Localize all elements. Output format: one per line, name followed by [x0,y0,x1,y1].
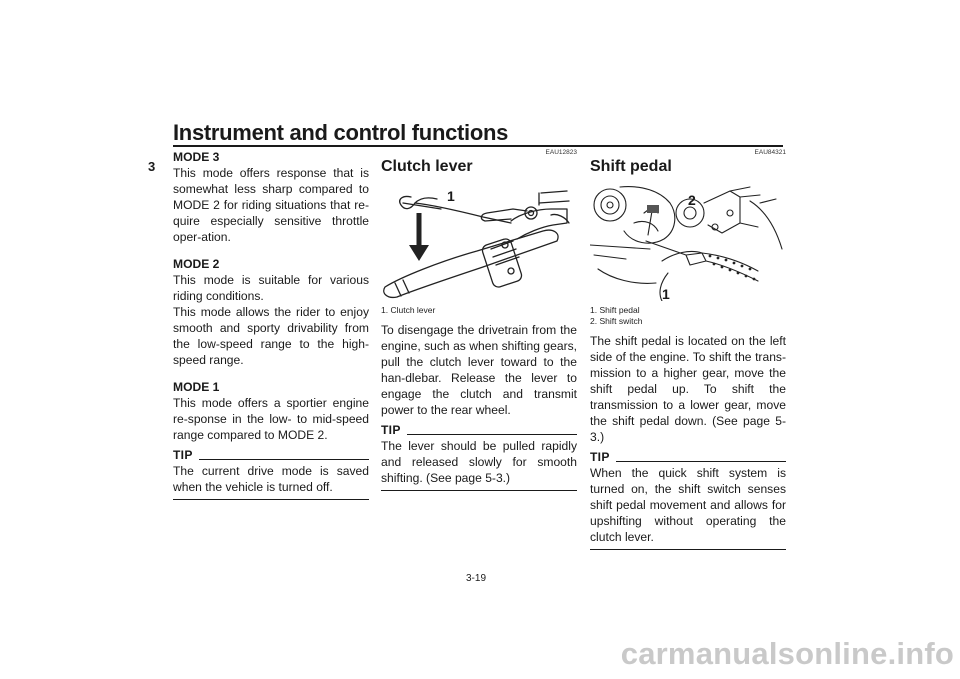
mode1-text: This mode offers a sportier engine re-sponse in the low- to mid-speed range compared to MODE 2. [173,396,369,442]
tip-end-rule [173,499,369,500]
chapter-tab-number: 3 [148,159,156,174]
column-drive-modes [173,149,369,500]
mode2-title: MODE 2 [173,257,220,271]
tip-block-drive-mode [173,447,369,500]
tip-label: TIP [173,448,193,462]
tip-block-shift [590,449,786,550]
section-title-clutch-lever: Clutch lever [381,158,473,175]
tip-text: The current drive mode is saved when the vehicle is turned off. [173,464,369,494]
section-title-shift-pedal: Shift pedal [590,158,672,175]
mode3-text: This mode offers response that is somewhat less sharp compared to MODE 2 for riding situations that re-quire especially sensitive throttle oper-ation. [173,166,369,244]
watermark-text: carmanualsonline.info [620,636,954,671]
column-clutch-lever [381,149,577,491]
header-rule [173,145,783,147]
page-title: Instrument and control functions [173,120,509,145]
figure-callout-1: 1 [662,286,670,301]
tip-label: TIP [381,423,401,437]
figure-callout-1: 1 [447,188,455,204]
mode2-text-1: This mode is suitable for various riding conditions. [173,273,369,303]
tip-rule [616,461,786,462]
shift-pedal-body: The shift pedal is located on the left side of the engine. To shift the trans-mission to a higher gear, move the shift pedal up. To shift the transmission to a lower gear, move the shift pedal down. (See page 5-3.) [590,334,786,444]
caption-shift-switch: 2. Shift switch [590,316,643,326]
column-shift-pedal [590,149,786,550]
tip-rule [407,434,577,435]
tip-end-rule [381,490,577,491]
caption-shift-pedal: 1. Shift pedal [590,305,640,315]
clutch-lever-illustration [381,183,574,301]
mode1-title: MODE 1 [173,380,220,394]
mode2-text-2: This mode allows the rider to enjoy smooth and sporty drivability from the low-speed range to the high-speed range. [173,305,369,367]
caption-clutch-lever: 1. Clutch lever [381,305,436,315]
page-number: 3-19 [466,573,487,584]
tip-text: When the quick shift system is turned on, the shift switch senses shift pedal movement and allows for upshifting without operating the clutch lever. [590,466,786,544]
shift-pedal-illustration [590,183,783,301]
reference-code: EAU84321 [754,149,786,156]
figure-callout-2: 2 [688,192,696,208]
clutch-lever-body: To disengage the drivetrain from the engine, such as when shifting gears, pull the clutch lever toward to the han-dlebar. Release the lever to engage the clutch and transmit power to the rear wheel. [381,323,577,417]
reference-code: EAU12823 [545,149,577,156]
tip-block-clutch [381,422,577,491]
tip-rule [199,459,369,460]
tip-end-rule [590,549,786,550]
tip-text: The lever should be pulled rapidly and released slowly for smooth shifting. (See page 5-3.) [381,439,577,485]
tip-label: TIP [590,450,610,464]
mode3-title: MODE 3 [173,150,220,164]
